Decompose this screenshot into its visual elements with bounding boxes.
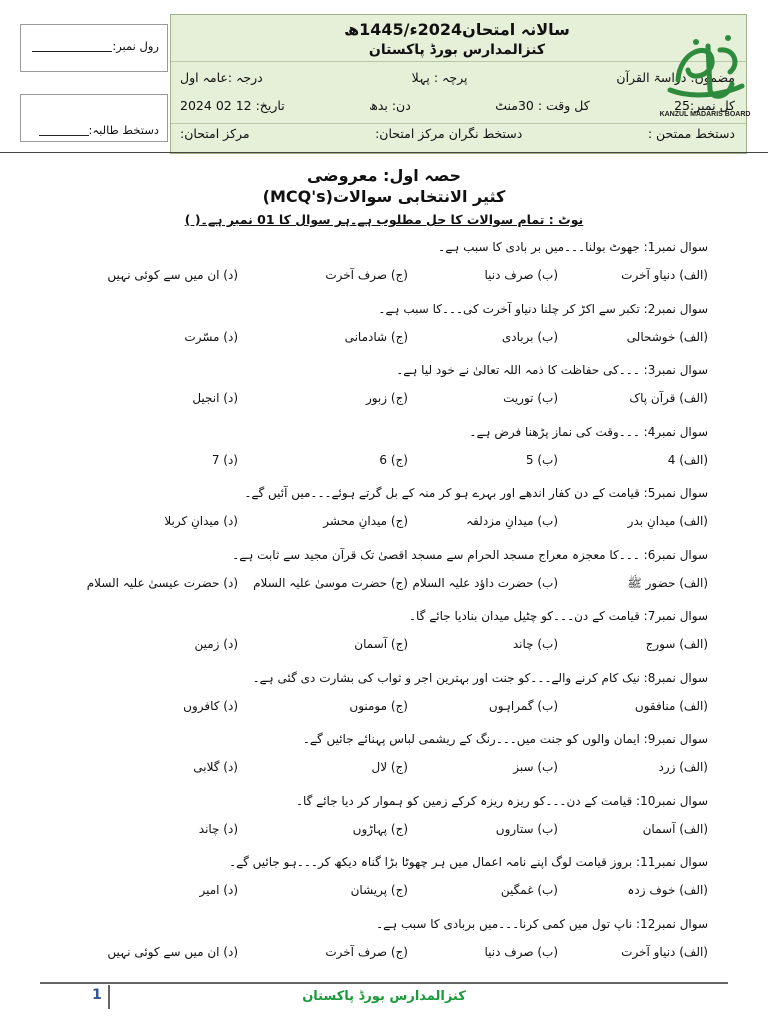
option-choice: (د) ان میں سے کوئی نہیں [107,268,238,282]
exam-title: سالانہ امتحان2024ء/1445ھ [344,20,570,39]
question-options [83,822,708,840]
subject-label: مضمون: دراسۃ القرآن [616,70,735,85]
option-choice: (ج) لال [371,760,408,774]
date-label: تاریخ: 12 02 2024 [180,98,285,113]
option-choice: (ج) صرف آخرت [325,945,408,959]
instruction-note [0,212,768,227]
question-text: سوال نمبر2: تکبر سے اکڑ کر چلنا دنیاو آخرت کی۔۔۔کا سبب ہے۔ [378,302,708,316]
question-text: سوال نمبر6: ۔۔۔کا معجزہ معراج مسجد الحرام سے مسجد اقصیٰ تک قرآن مجید سے ثابت ہے۔ [232,548,708,562]
question-text: سوال نمبر8: نیک کام کرنے والے۔۔۔کو جنت اور بہترین اجر و ثواب کی بشارت دی گئی ہے۔ [252,671,708,685]
option-choice: (ب) صرف دنیا [484,945,558,959]
option-choice: (ج) شادمانی [344,330,408,344]
page-number: 1 [92,987,102,1003]
board-name: کنزالمدارس بورڈ پاکستان [368,42,546,58]
option-choice: (د) میدانِ کربلا [164,514,238,528]
logo-stroke [720,50,735,72]
marks-label: کل نمبر:25 [674,98,735,113]
option-choice: (ب) چاند [512,637,558,651]
option-choice: (الف) میدانِ بدر [627,514,708,528]
question-text: سوال نمبر7: قیامت کے دن۔۔۔کو چٹیل میدان بنادیا جائے گا۔ [408,609,708,623]
option-choice: (ج) زبور [365,391,408,405]
question-options [83,576,708,594]
option-choice: (الف) آسمان [642,822,708,836]
question-text: سوال نمبر1: جھوٹ بولنا۔۔۔میں بر بادی کا سبب ہے۔ [438,240,708,254]
day-label: دن: بدھ [369,98,411,113]
header-separator [0,152,768,153]
option-choice: (ج) 6 [379,453,408,467]
question-options [83,945,708,963]
section-subtitle: کثیر الانتخابی سوالات(MCQ's) [262,187,506,206]
option-choice: (د) انجیل [192,391,238,405]
question-text: سوال نمبر5: قیامت کے دن کفار اندھے اور بہرے ہو کر منہ کے بل گرتے ہوئے۔۔۔میں آئیں گے۔ [244,486,708,500]
option-choice: (د) کافروں [183,699,238,713]
option-choice: (الف) 4 [667,453,708,467]
footer-board-name: کنزالمدارس بورڈ پاکستان [302,989,466,1004]
option-choice: (الف) قرآن پاک [629,391,708,405]
student-signature-label: دستخط طالبہ: [88,123,159,137]
option-choice: (ج) مومنوں [349,699,408,713]
logo-dot [725,35,731,41]
question-options [83,330,708,348]
paper-label: پرچہ : پہلا [411,70,468,85]
option-choice: (ب) سبز [513,760,558,774]
section-title: حصہ اول: معروضی [306,166,461,185]
question-text: سوال نمبر11: بروز قیامت لوگ اپنے نامہ اعمال میں ہر چھوٹا بڑا گناہ دیکھ کر۔۔۔ہو جائیں گے۔ [229,855,708,869]
student-signature-blank [39,125,89,136]
question-options [83,699,708,717]
option-choice: (ج) حضرت موسیٰ علیہ السلام [253,576,408,590]
roll-number-box [20,24,168,72]
option-choice: (ب) بربادی [501,330,558,344]
class-label: درجہ :عامہ اول [180,70,263,85]
option-choice: (الف) سورج [645,637,708,651]
option-choice: (د) 7 [211,453,238,467]
option-choice: (ب) ستاروں [495,822,558,836]
question-options [83,637,708,655]
option-choice: (الف) زرد [658,760,708,774]
board-logo [650,20,760,130]
option-choice: (د) چاند [198,822,238,836]
option-choice: (الف) خوشحالی [626,330,708,344]
question-text: سوال نمبر9: ایمان والوں کو جنت میں۔۔۔رنگ کے ریشمی لباس پہنائے جائیں گے۔ [302,732,708,746]
invigilator-label: دستخط نگران مرکز امتحان: [375,126,523,141]
roll-number-blank [32,41,112,52]
option-choice: (د) مسّرت [184,330,238,344]
question-text: سوال نمبر4: ۔۔۔وقت کی نماز پڑھنا فرض ہے۔ [469,425,708,439]
question-text: سوال نمبر10: قیامت کے دن۔۔۔کو ریزہ ریزہ کرکے زمین کو ہموار کر دیا جائے گا۔ [295,794,708,808]
option-choice: (د) ان میں سے کوئی نہیں [107,945,238,959]
option-choice: (الف) حضور ﷺ [627,576,708,590]
roll-number-label: رول نمبر: [112,39,159,53]
option-choice: (ج) صرف آخرت [325,268,408,282]
option-choice: (د) حضرت عیسیٰ علیہ السلام [86,576,238,590]
option-choice: (ج) پہاڑوں [352,822,408,836]
question-options [83,883,708,901]
time-label: کل وقت : 30منٹ [495,98,590,113]
question-options [83,391,708,409]
option-choice: (الف) دنیاو آخرت [621,268,708,282]
option-choice: (ج) آسمان [354,637,408,651]
question-options [83,514,708,532]
option-choice: (ب) غمگین [500,883,558,897]
question-text: سوال نمبر12: ناپ تول میں کمی کرنا۔۔۔میں بربادی کا سبب ہے۔ [376,917,708,931]
question-options [83,268,708,286]
instruction-note-text: نوٹ : تمام سوالات کا حل مطلوب ہے۔ہر سوال کا 01 نمبر ہے۔( ) [184,212,584,227]
option-choice: (ج) پریشان [350,883,408,897]
option-choice: (الف) منافقوں [634,699,708,713]
option-choice: (د) گلابی [193,760,238,774]
logo-dot [693,39,699,45]
option-choice: (ج) میدانِ محشر [323,514,408,528]
question-options [83,453,708,471]
footer-line [40,982,728,984]
examiner-label: دستخط ممتحن : [647,126,735,141]
option-choice: (ب) توریت [503,391,558,405]
student-signature-box [20,94,168,142]
question-text: سوال نمبر3: ۔۔۔کی حفاظت کا ذمہ اللہ تعالیٰ نے خود لیا ہے۔ [396,363,708,377]
option-choice: (د) امیر [199,883,238,897]
option-choice: (ب) صرف دنیا [484,268,558,282]
center-label: مرکز امتحان: [180,126,250,141]
option-choice: (ب) حضرت داؤد علیہ السلام [412,576,558,590]
option-choice: (ب) میدانِ مزدلفہ [466,514,558,528]
option-choice: (د) زمین [194,637,238,651]
option-choice: (الف) خوف زدہ [627,883,708,897]
option-choice: (ب) 5 [525,453,558,467]
question-options [83,760,708,778]
option-choice: (الف) دنیاو آخرت [621,945,708,959]
logo-caption: KANZUL MADARIS BOARD [659,111,751,118]
option-choice: (ب) گمراہوں [488,699,558,713]
